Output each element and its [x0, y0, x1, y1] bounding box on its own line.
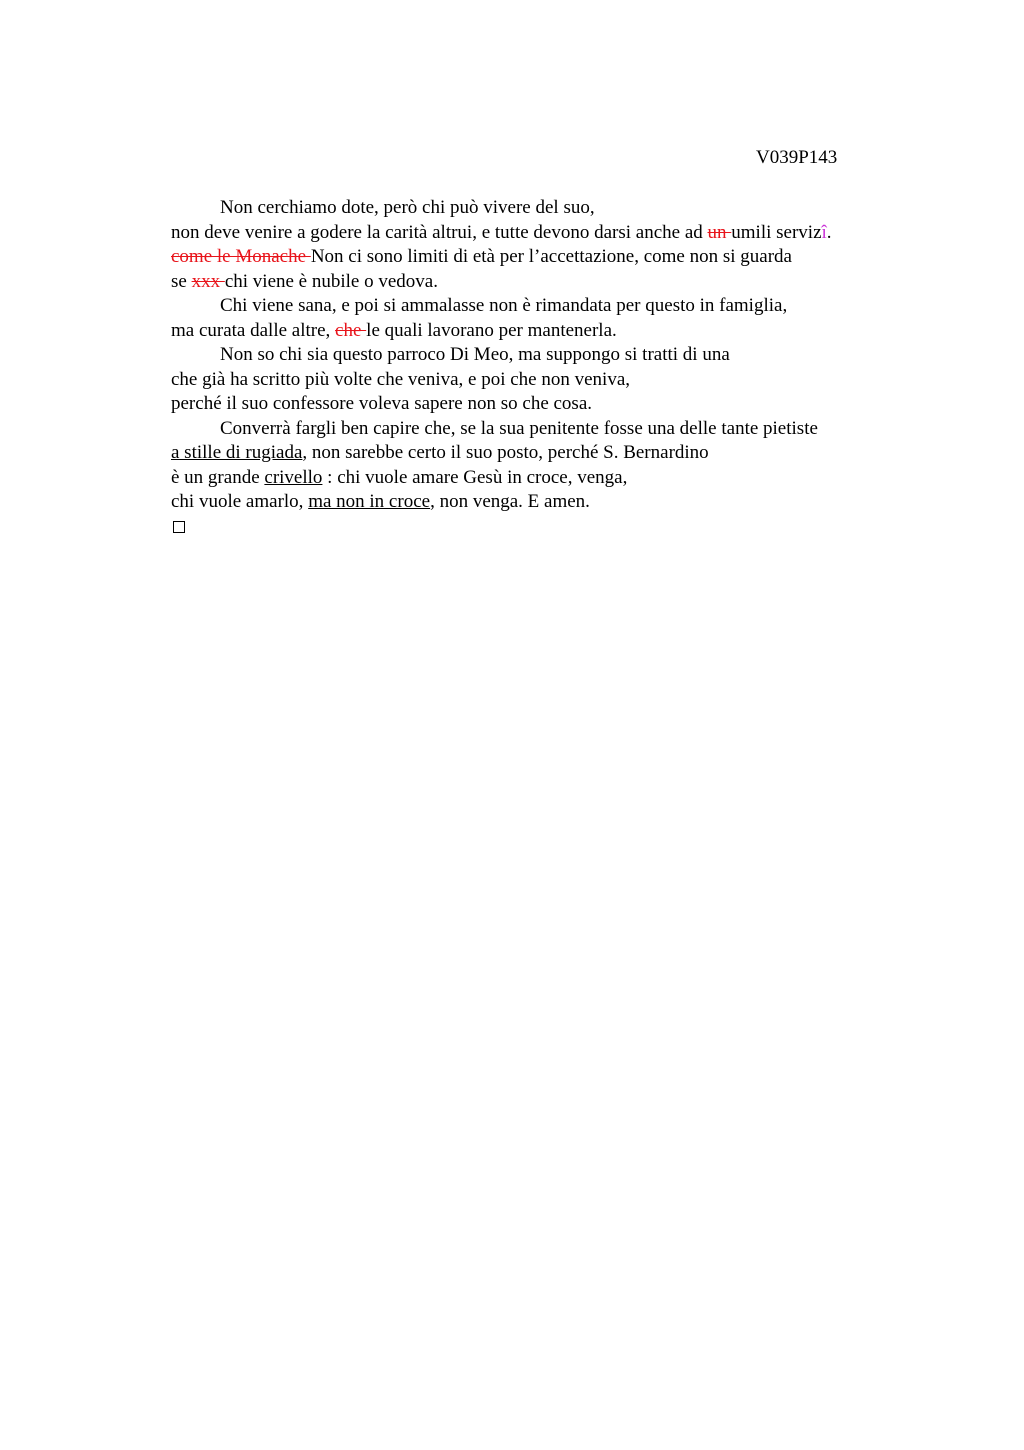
- text-segment: Converrà fargli ben capire che, se la sua penitente fosse una delle tante pietiste: [220, 417, 818, 439]
- deleted-text: che: [335, 319, 367, 341]
- inserted-accent: î: [821, 221, 827, 243]
- end-mark-line: [171, 515, 911, 540]
- text-line: [171, 270, 911, 295]
- text-segment: chi vuole amarlo,: [171, 491, 309, 512]
- text-segment: Non so chi sia questo parroco Di Meo, ma suppongo si tratti di una: [220, 344, 730, 365]
- text-lines: [171, 196, 911, 515]
- text-segment: , non sarebbe certo il suo posto, perché S. Bernardino: [302, 442, 709, 463]
- square-box-icon: [173, 521, 185, 533]
- text-segment: chi viene è nubile o vedova.: [224, 270, 438, 292]
- underlined-text: crivello: [264, 466, 323, 488]
- text-segment: è un grande: [171, 466, 265, 488]
- deleted-text: xxx: [191, 270, 225, 292]
- text-segment: che già ha scritto più volte che veniva, e poi che non veniva,: [171, 368, 631, 390]
- text-line: [171, 368, 911, 393]
- text-line: [171, 441, 911, 466]
- deleted-text: come le Monache: [171, 246, 311, 267]
- text-line: [171, 294, 911, 319]
- text-line: [171, 490, 911, 515]
- underlined-text: a stille di rugiada: [171, 442, 303, 463]
- underlined-text: ma non in croce: [308, 491, 431, 512]
- text-line: [171, 196, 911, 221]
- text-line: [171, 417, 911, 442]
- text-line: [171, 221, 911, 246]
- text-segment: ma curata dalle altre,: [171, 319, 336, 341]
- deleted-text: un: [707, 221, 732, 243]
- text-segment: se: [171, 270, 192, 292]
- text-line: [171, 466, 911, 491]
- text-segment: Chi viene sana, e poi si ammalasse non è rimandata per questo in famiglia,: [220, 295, 788, 316]
- letter-body: [171, 196, 911, 539]
- text-segment: Non cerchiamo dote, però chi può vivere del suo,: [220, 197, 595, 218]
- text-segment: .: [826, 221, 832, 243]
- text-line: [171, 245, 911, 270]
- text-line: [171, 343, 911, 368]
- page-identifier: V039P143: [756, 147, 838, 168]
- text-segment: umili serviz: [731, 221, 822, 243]
- text-segment: le quali lavorano per mantenerla.: [366, 319, 617, 341]
- text-segment: perché il suo confessore voleva sapere non so che cosa.: [171, 393, 593, 414]
- text-segment: , non venga. E amen.: [430, 491, 590, 512]
- text-segment: Non ci sono limiti di età per l’accettazione, come non si guarda: [310, 246, 792, 267]
- text-segment: non deve venire a godere la carità altrui, e tutte devono darsi anche ad: [171, 221, 708, 243]
- text-line: [171, 319, 911, 344]
- text-line: [171, 392, 911, 417]
- text-segment: : chi vuole amare Gesù in croce, venga,: [322, 466, 628, 488]
